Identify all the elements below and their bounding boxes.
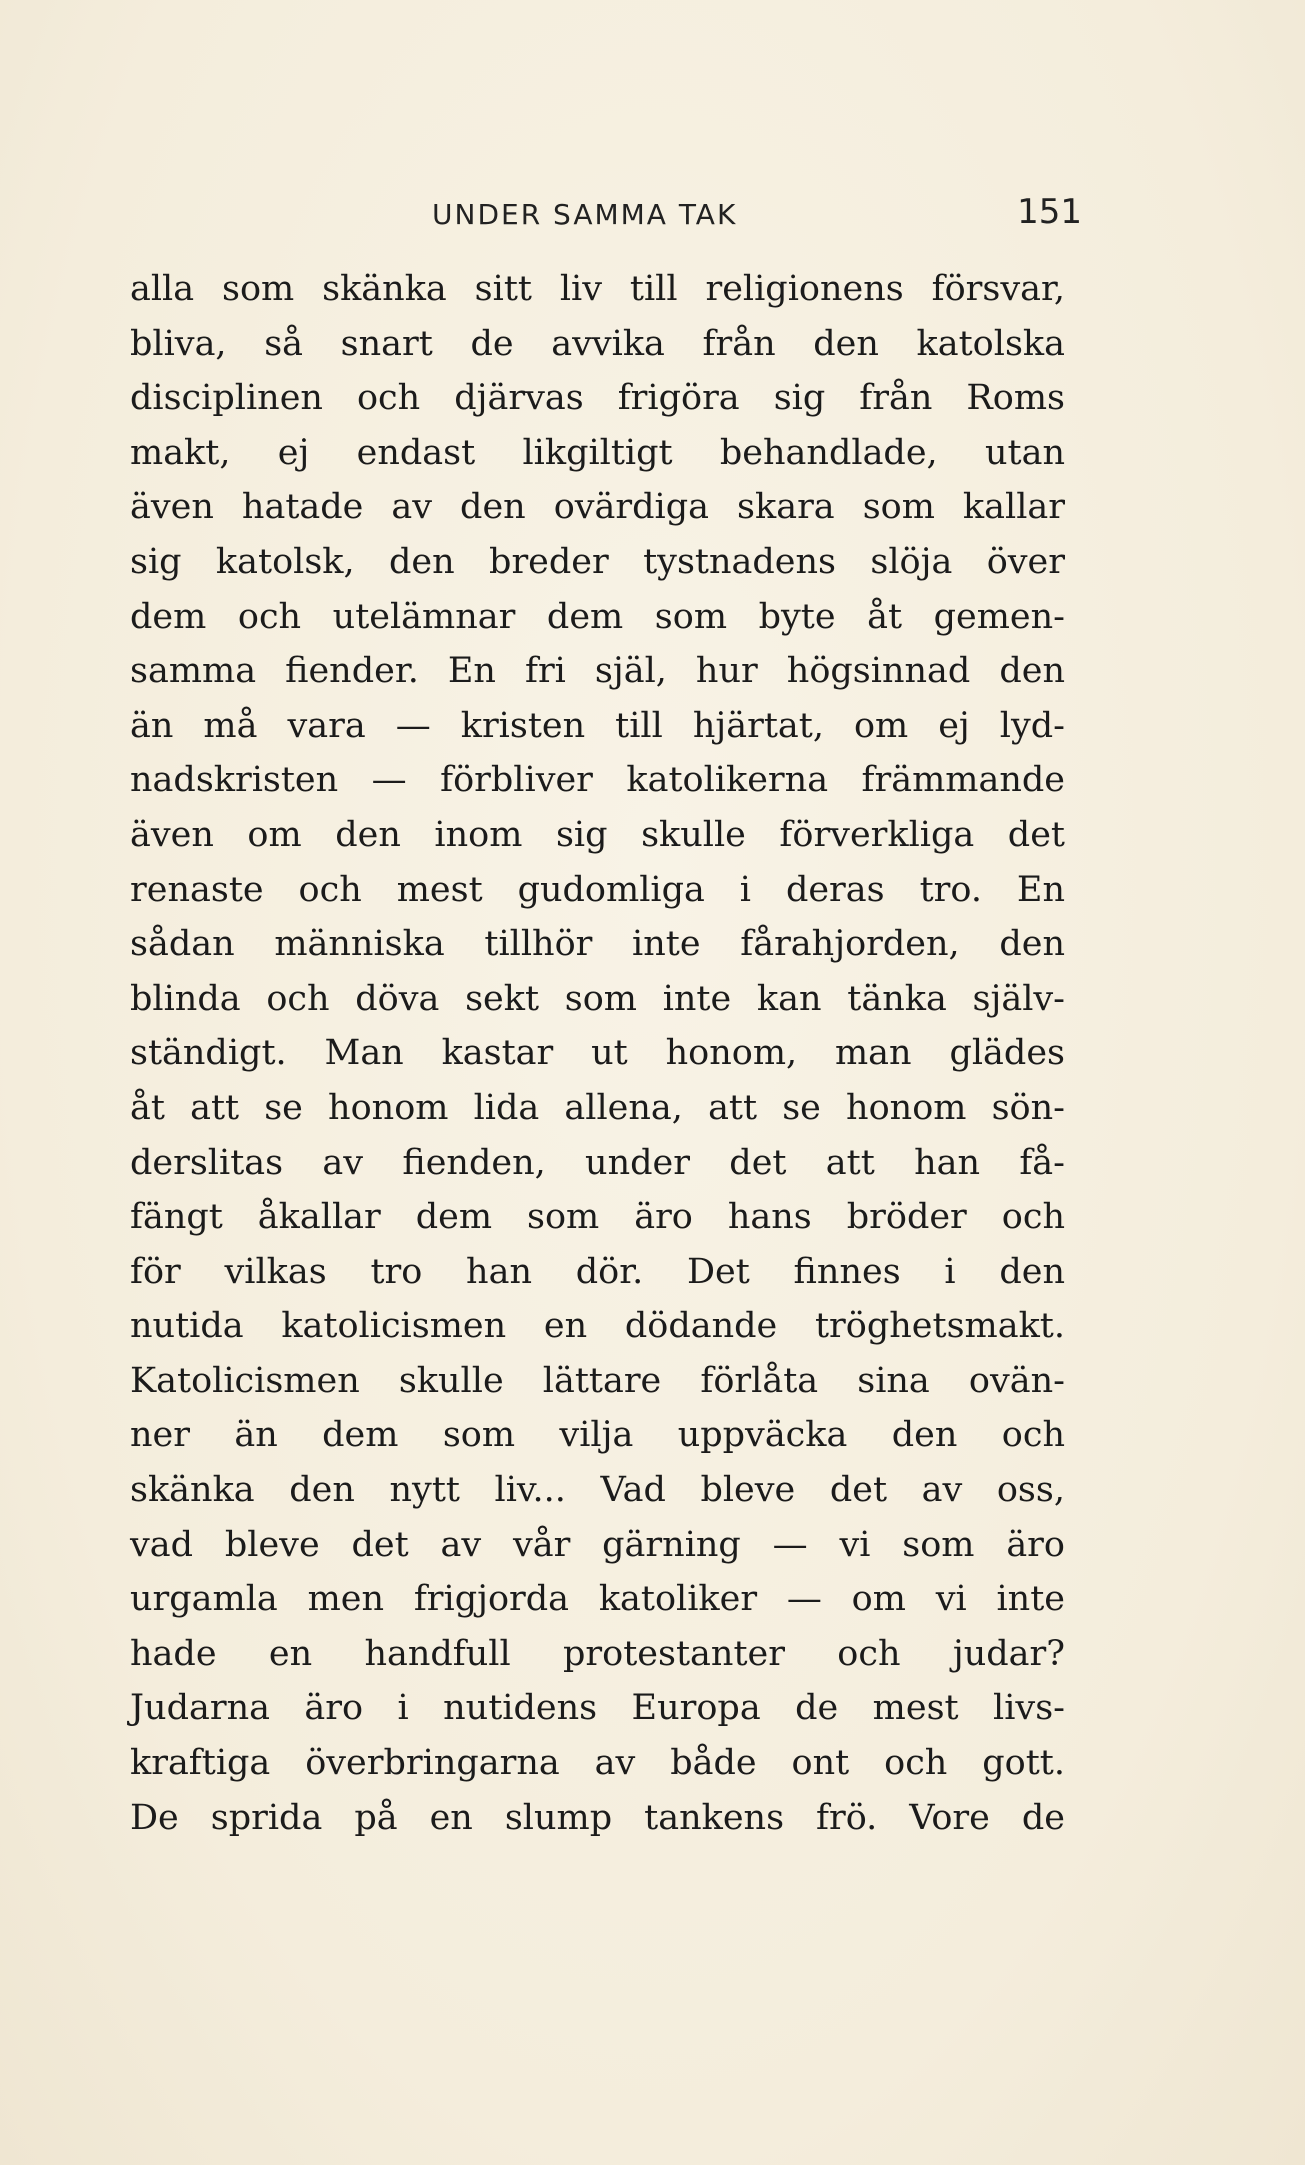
text-line: åt att se honom lida allena, att se honom sön- — [130, 1087, 1065, 1128]
text-line: urgamla men frigjorda katoliker — om vi inte — [130, 1579, 1065, 1620]
text-line: även hatade av den ovärdiga skara som kallar — [130, 487, 1065, 528]
page-number: 151 — [1017, 192, 1082, 232]
text-line: nadskristen — förbliver katolikerna främmande — [130, 760, 1065, 801]
text-line: kraftiga överbringarna av både ont och gott. — [130, 1743, 1065, 1784]
text-line: blinda och döva sekt som inte kan tänka själv- — [130, 978, 1065, 1019]
text-line: hade en handfull protestanter och judar? — [130, 1633, 1065, 1674]
page-header — [432, 192, 1082, 240]
text-line: vad bleve det av vår gärning — vi som äro — [130, 1524, 1065, 1565]
text-line: bliva, så snart de avvika från den katolska — [130, 323, 1065, 364]
text-line: för vilkas tro han dör. Det finnes i den — [130, 1251, 1065, 1292]
text-line: fängt åkallar dem som äro hans bröder och — [130, 1197, 1065, 1238]
text-line: sig katolsk, den breder tystnadens slöja över — [130, 541, 1065, 582]
text-line: renaste och mest gudomliga i deras tro. En — [130, 869, 1065, 910]
running-title: UNDER SAMMA TAK — [432, 198, 738, 231]
text-line: dem och utelämnar dem som byte åt gemen- — [130, 596, 1065, 637]
text-line: sådan människa tillhör inte fårahjorden, den — [130, 924, 1065, 965]
text-line: ner än dem som vilja uppväcka den och — [130, 1415, 1065, 1456]
body-text — [130, 262, 1065, 1845]
text-line: samma fiender. En fri själ, hur högsinnad den — [130, 651, 1065, 692]
text-line: skänka den nytt liv... Vad bleve det av oss, — [130, 1470, 1065, 1511]
text-line: alla som skänka sitt liv till religionens försvar, — [130, 269, 1065, 309]
text-line: nutida katolicismen en dödande tröghetsmakt. — [130, 1306, 1065, 1347]
text-line: makt, ej endast likgiltigt behandlade, utan — [130, 432, 1065, 473]
text-line: ständigt. Man kastar ut honom, man glädes — [130, 1033, 1065, 1074]
text-line: De sprida på en slump tankens frö. Vore de — [130, 1797, 1065, 1838]
text-line: derslitas av fienden, under det att han få- — [130, 1142, 1065, 1183]
text-line: även om den inom sig skulle förverkliga det — [130, 814, 1065, 855]
text-line: Judarna äro i nutidens Europa de mest livs- — [130, 1688, 1065, 1729]
text-line: Katolicismen skulle lättare förlåta sina ovän- — [130, 1360, 1065, 1401]
text-line: än må vara — kristen till hjärtat, om ej lyd- — [130, 705, 1065, 746]
text-line: disciplinen och djärvas frigöra sig från Roms — [130, 378, 1065, 419]
